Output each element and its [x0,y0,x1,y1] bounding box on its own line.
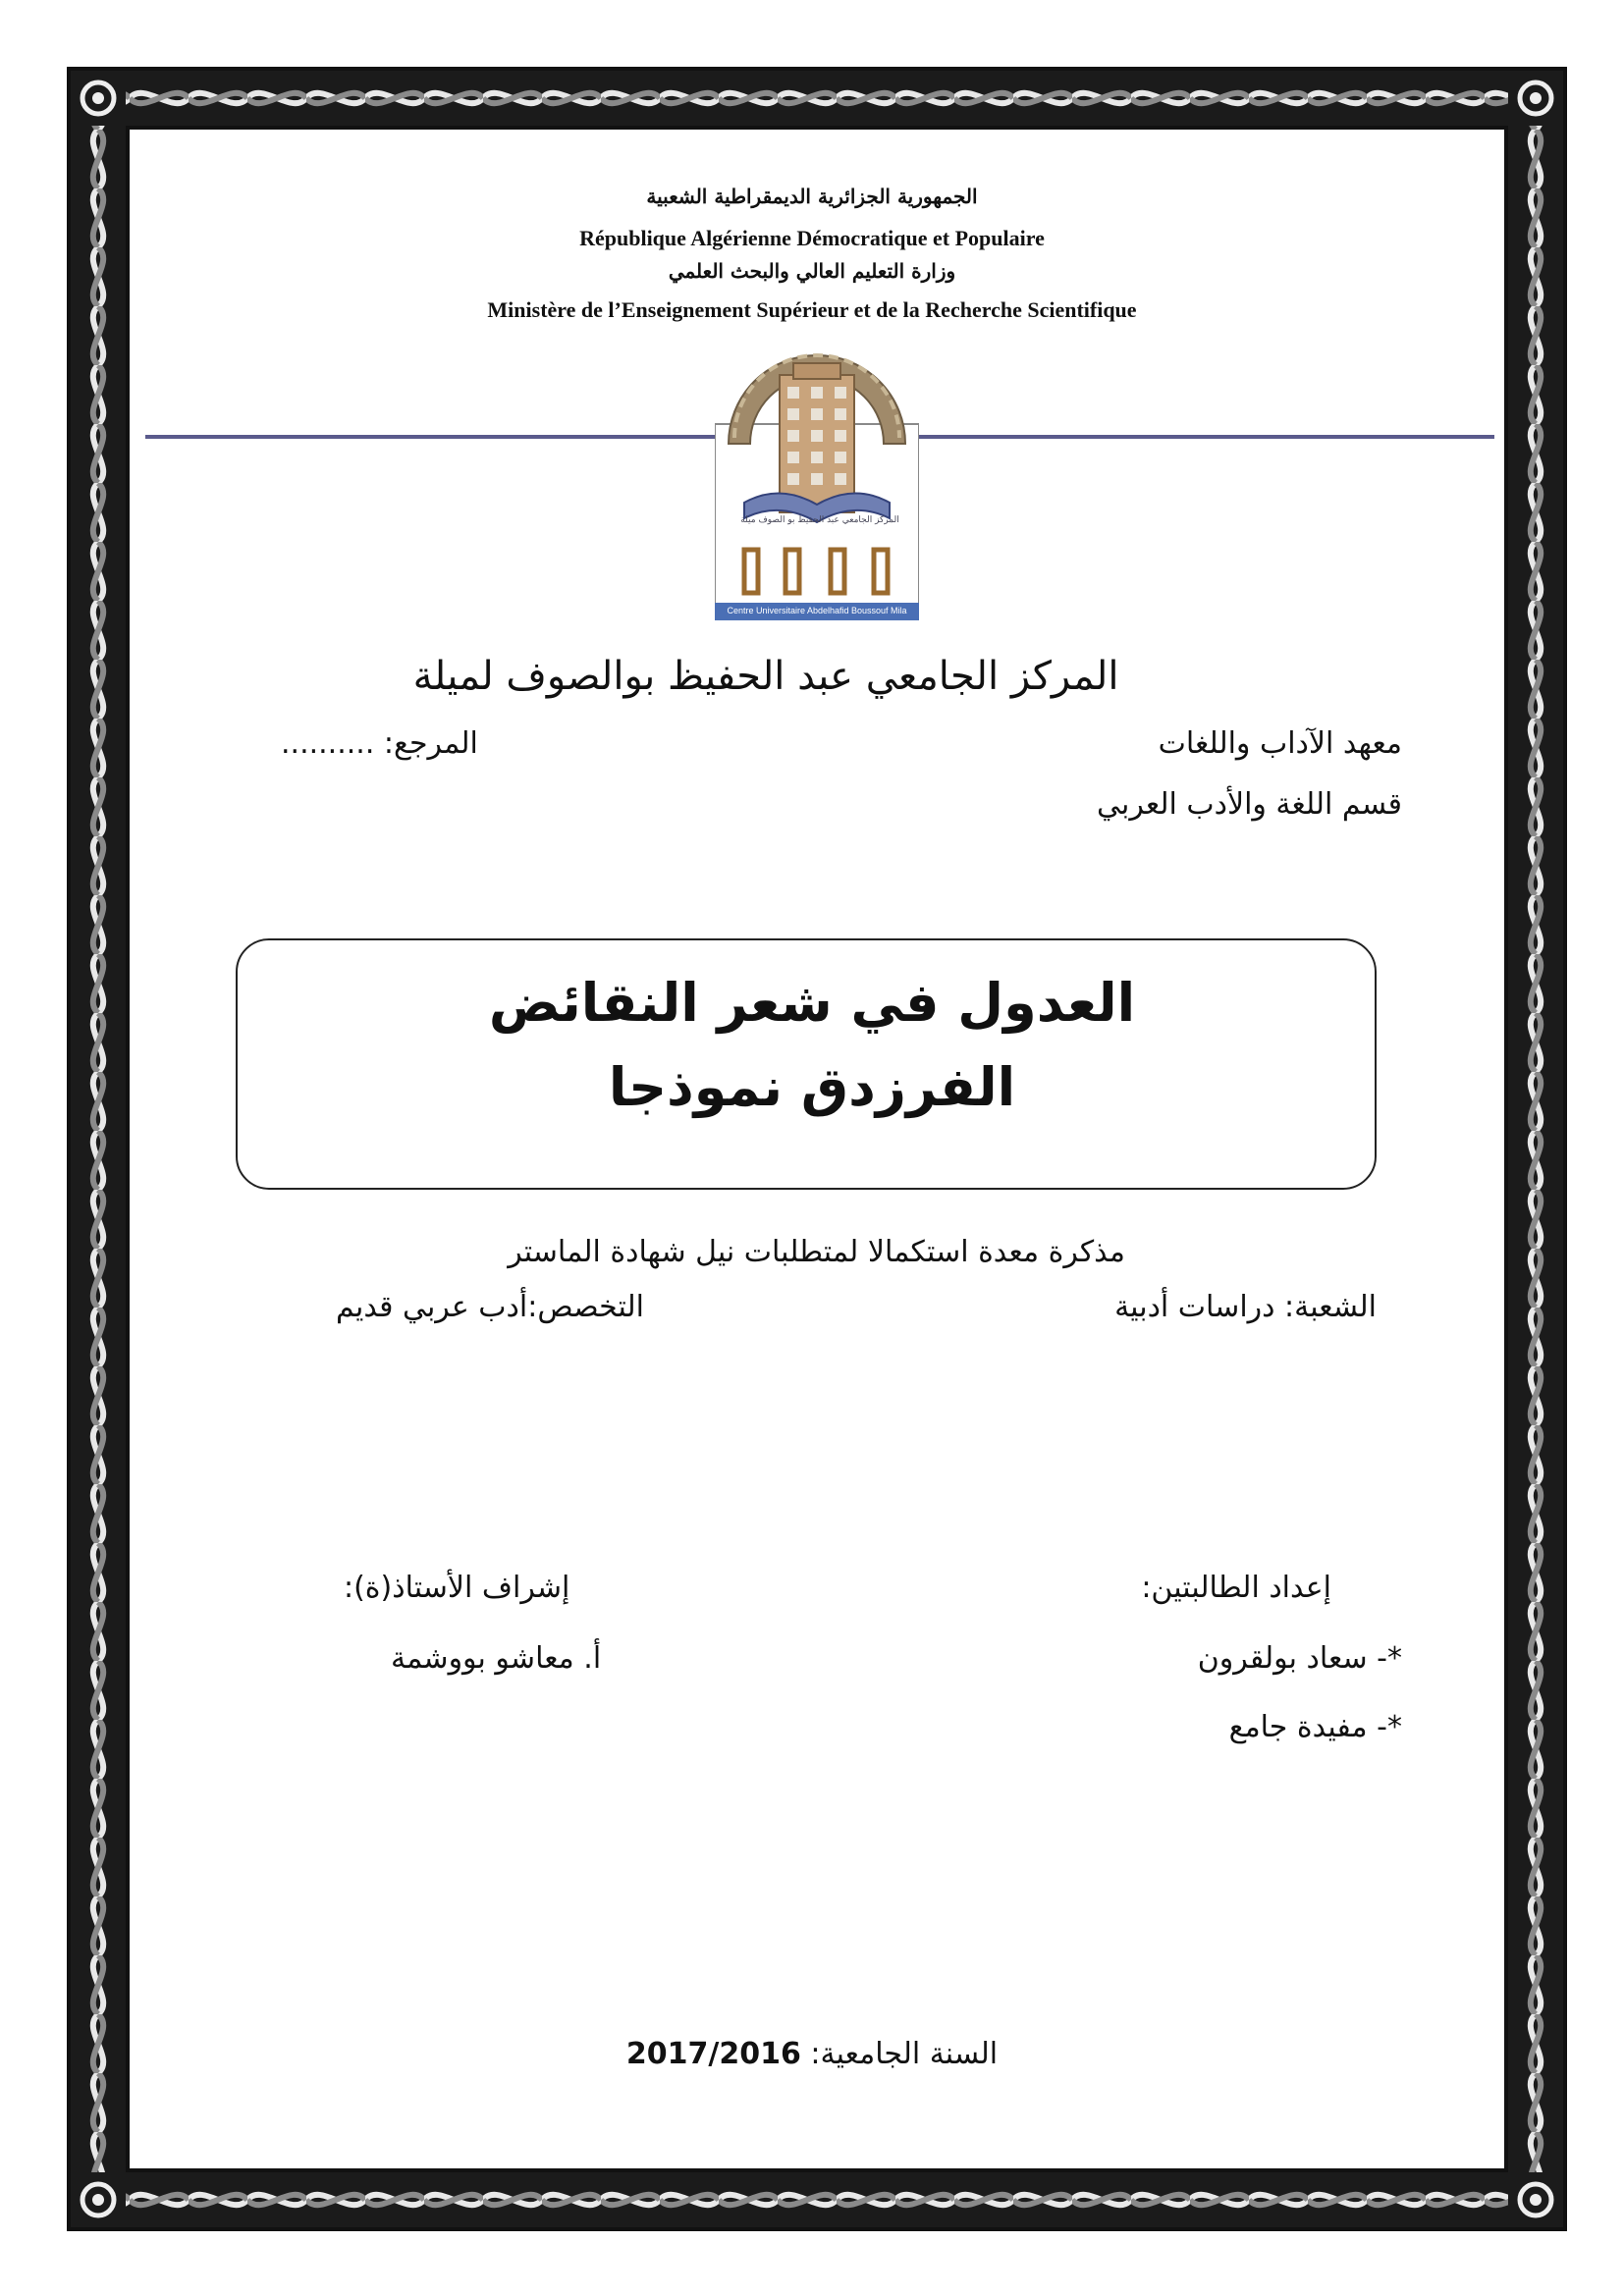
thesis-title-line1: العدول في شعر النقائض [488,972,1136,1034]
corner-ornament-icon [71,71,126,126]
logo-caption-french: Centre Universitaire Abdelhafid Boussouf Mila [727,606,907,615]
border-band-bottom [71,2172,1563,2227]
students-label: إعداد الطالبتين: [1141,1571,1331,1605]
thesis-title-line2: الفرزدق نموذجا [608,1056,1016,1118]
header-rule-left [145,435,719,439]
corner-ornament-icon [71,2172,126,2227]
university-logo [715,336,919,620]
specialty-label: التخصص:أدب عربي قديم [336,1290,644,1324]
academic-year [0,2037,1624,2071]
border-band-left [71,71,126,2227]
supervisor-label: إشراف الأستاذ(ة): [344,1571,570,1605]
supervisor-name: أ. معاشو بووشمة [391,1641,602,1676]
corner-ornament-icon [1508,71,1563,126]
reference-number: المرجع: .......... [281,726,478,761]
logo-caption-arabic: المركز الجامعي عبد الحفيظ بو الصوف ميلة [740,515,899,525]
border-band-right [1508,71,1563,2227]
ministry-name-french: Ministère de l’Enseignement Supérieur et de la Recherche Scientifique [487,297,1137,322]
ministry-name-arabic: وزارة التعليم العالي والبحث العلمي [668,259,956,283]
student-name-1: *- سعاد بولقرون [1197,1641,1402,1676]
thesis-description: مذكرة معدة استكمالا لمتطلبات نيل شهادة الماستر [508,1235,1125,1269]
academic-year-label: السنة الجامعية: [810,2037,999,2071]
academic-year-value: 2017/2016 [625,2037,801,2071]
header-rule-right [915,435,1494,439]
institute-name: معهد الآداب واللغات [1158,726,1402,761]
republic-name-french: République Algérienne Démocratique et Populaire [579,226,1045,250]
university-center-name: المركز الجامعي عبد الحفيظ بوالصوف لميلة [412,654,1119,699]
corner-ornament-icon [1508,2172,1563,2227]
student-name-2: *- مفيدة جامع [1228,1710,1402,1744]
branch-label: الشعبة: دراسات أدبية [1114,1290,1377,1324]
department-name: قسم اللغة والأدب العربي [1096,787,1402,822]
republic-name-arabic: الجمهورية الجزائرية الديمقراطية الشعبية [646,185,978,208]
border-band-top [71,71,1563,126]
